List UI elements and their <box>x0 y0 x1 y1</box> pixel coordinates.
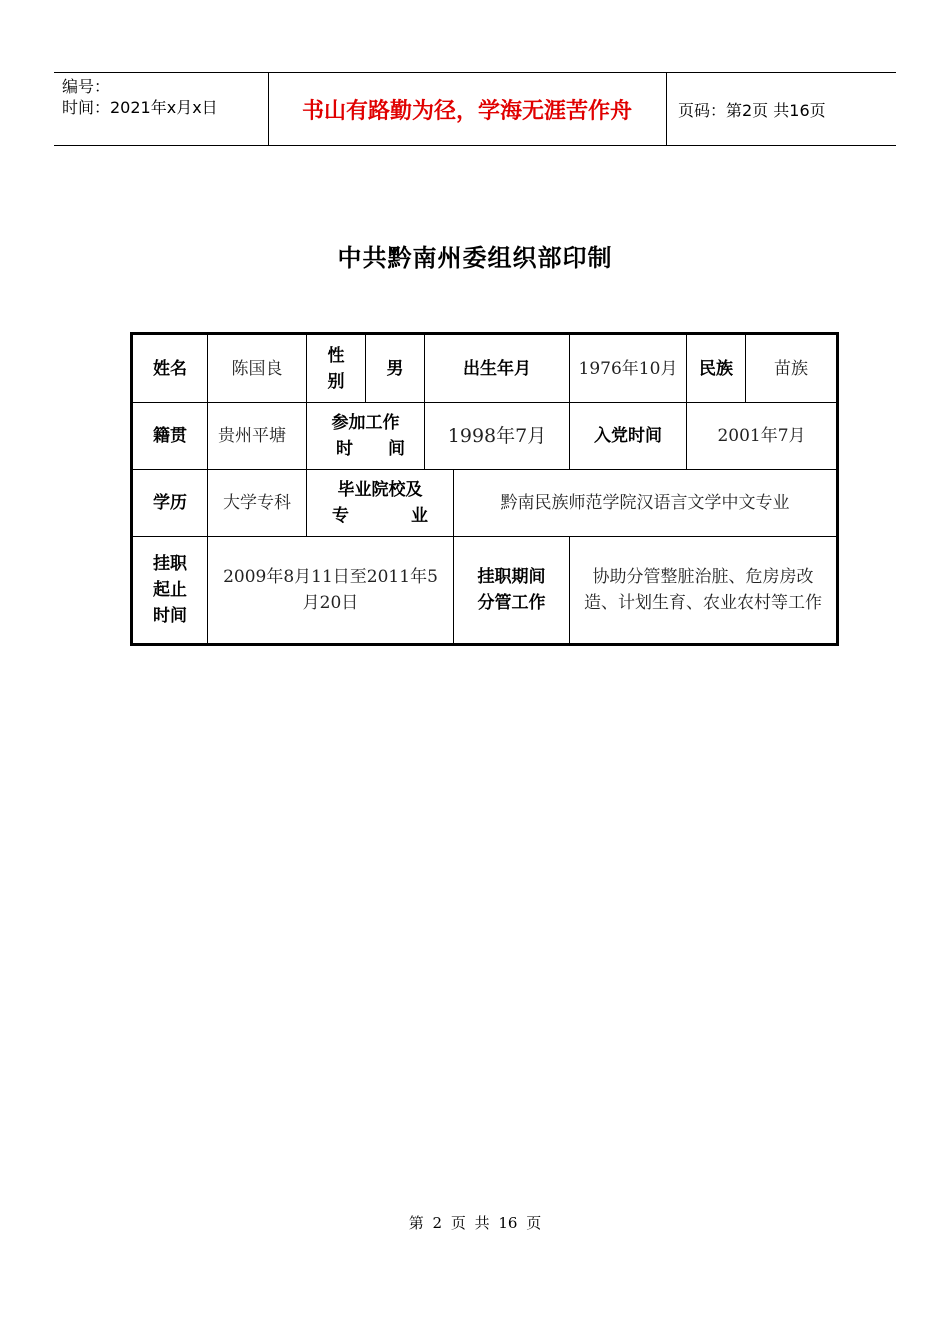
header-divider <box>666 73 667 145</box>
work-start-label-char: 时 <box>336 439 353 459</box>
page-header <box>54 72 896 146</box>
header-meta <box>62 76 267 118</box>
work-start-label-char: 间 <box>388 439 405 459</box>
personal-info-table <box>130 332 839 646</box>
school-major-label-char: 专 <box>332 506 349 526</box>
birth-label: 出生年月 <box>425 334 570 403</box>
name-value: 陈国良 <box>208 334 307 403</box>
page-footer: 第 2 页 共 16 页 <box>408 1214 542 1232</box>
document-number-label: 编号： <box>62 77 111 96</box>
table-row <box>132 470 838 537</box>
party-join-label: 入党时间 <box>570 403 687 470</box>
posting-period-label-line: 时间 <box>153 606 187 626</box>
work-start-value: 1998年7月 <box>425 403 570 470</box>
work-start-label <box>307 403 425 470</box>
school-major-label <box>307 470 454 537</box>
table-row <box>132 334 838 403</box>
document-time-label: 时间：2021年x月x日 <box>62 98 218 117</box>
posting-period-value: 2009年8月11日至2011年5月20日 <box>208 537 454 645</box>
posting-period-label-line: 挂职 <box>153 554 187 574</box>
name-label: 姓名 <box>132 334 208 403</box>
posting-period-label-line: 起止 <box>153 580 187 600</box>
gender-label-line: 性 <box>327 345 345 366</box>
gender-label <box>307 334 366 403</box>
posting-duties-label <box>454 537 570 645</box>
native-label: 籍贯 <box>132 403 208 470</box>
education-value: 大学专科 <box>208 470 307 537</box>
gender-value: 男 <box>366 334 425 403</box>
gender-label-line: 别 <box>327 371 345 392</box>
document-title: 中共黔南州委组织部印制 <box>337 244 613 272</box>
school-major-value: 黔南民族师范学院汉语言文学中文专业 <box>454 470 838 537</box>
posting-period-label <box>132 537 208 645</box>
table-row <box>132 403 838 470</box>
ethnicity-label: 民族 <box>687 335 746 402</box>
posting-duties-label-line: 分管工作 <box>477 593 546 613</box>
header-page-number: 页码：第2页 共16页 <box>678 100 826 120</box>
education-label: 学历 <box>132 470 208 537</box>
school-major-label-char: 业 <box>411 506 428 526</box>
ethnicity-cell <box>687 334 838 403</box>
posting-duties-label-line: 挂职期间 <box>477 567 546 587</box>
table-row <box>132 537 838 645</box>
birth-value: 1976年10月 <box>570 334 687 403</box>
native-value: 贵州平塘 <box>208 403 307 470</box>
party-join-value: 2001年7月 <box>687 403 838 470</box>
posting-duties-value: 协助分管整脏治脏、危房房改造、计划生育、农业农村等工作 <box>570 537 838 645</box>
ethnicity-value: 苗族 <box>774 358 808 379</box>
header-motto: 书山有路勤为径，学海无涯苦作舟 <box>301 97 632 124</box>
school-major-label-line: 毕业院校及 <box>337 480 423 500</box>
work-start-label-line: 参加工作 <box>331 413 400 433</box>
